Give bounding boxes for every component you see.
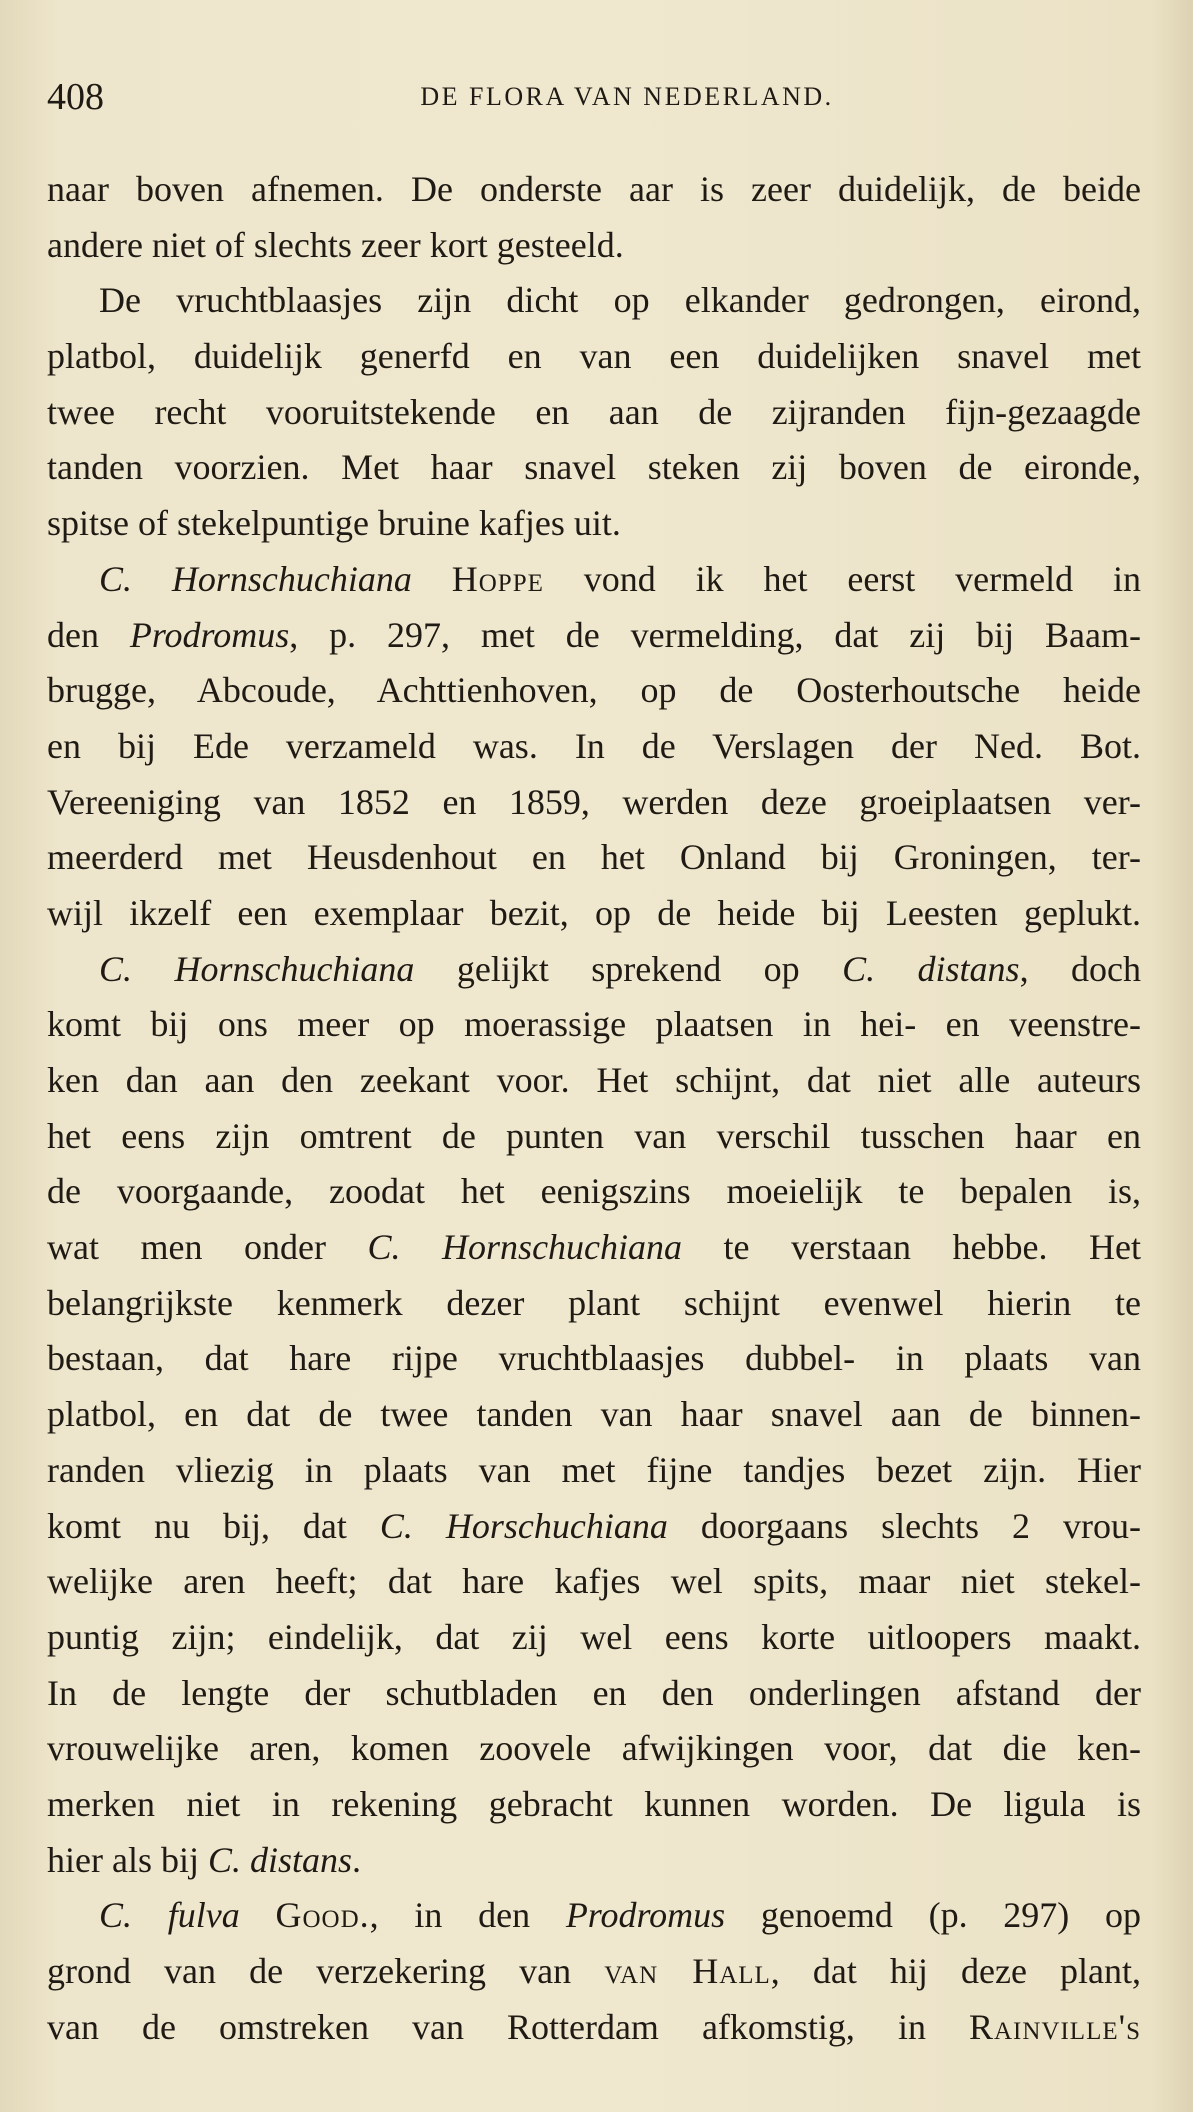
text-span: brugge, Abcoude, Achttienhoven, op de Oosterhoutsche heide: [47, 670, 1141, 711]
text-span: tanden voorzien. Met haar snavel steken zij boven de eironde,: [47, 447, 1141, 488]
text-span: , dat hij deze plant,: [770, 1951, 1141, 1991]
text-span: wat men onder: [47, 1227, 368, 1268]
text-line: [47, 1109, 1141, 1165]
text-span: randen vliezig in plaats van met fijne tandjes bezet zijn. Hier: [47, 1449, 1141, 1490]
text-span: [412, 559, 452, 599]
text-span: vrouwelijke aren, komen zoovele afwijkingen voor, dat die ken-: [47, 1728, 1141, 1769]
text-line: [47, 1053, 1141, 1109]
text-span: [240, 1895, 276, 1935]
text-span: platbol, en dat de twee tanden van haar snavel aan de binnen-: [47, 1394, 1141, 1435]
italic-text: C. Hornschuchiana: [367, 1227, 683, 1268]
italic-text: C. Hornschuchiana: [99, 558, 412, 599]
text-line: [47, 1888, 1141, 1944]
text-line: [47, 663, 1141, 719]
text-span: platbol, duidelijk generfd en van een duidelijken snavel met: [47, 336, 1141, 377]
running-title: DE FLORA VAN NEDERLAND.: [420, 82, 834, 111]
text-span: te verstaan hebbe. Het: [682, 1227, 1141, 1268]
text-span: spitse of stekelpuntige bruine kafjes uit.: [47, 503, 621, 544]
text-span: , in den: [369, 1895, 566, 1936]
text-line: [47, 886, 1141, 942]
text-span: en bij Ede verzameld was. In de Verslagen der Ned. Bot.: [47, 725, 1141, 766]
text-span: puntig zijn; eindelijk, dat zij wel eens korte uitloopers maakt.: [47, 1616, 1141, 1657]
text-line: [47, 942, 1141, 998]
text-span: vond ik het eerst vermeld in: [543, 558, 1141, 599]
body-text: [47, 162, 1141, 2055]
page-header: [47, 72, 1147, 122]
small-caps-name: van Hall: [604, 1951, 771, 1991]
text-span: .: [352, 1839, 362, 1880]
italic-text: C. Horschuchiana: [379, 1505, 668, 1546]
text-line: [47, 830, 1141, 886]
italic-text: C. distans: [842, 948, 1020, 989]
text-line: [47, 1331, 1141, 1387]
text-span: wijl ikzelf een exemplaar bezit, op de heide bij Leesten geplukt.: [47, 892, 1141, 933]
text-span: hier als bij: [47, 1839, 208, 1880]
text-line: [47, 218, 1141, 274]
text-line: [47, 1220, 1141, 1276]
text-span: komt nu bij, dat: [47, 1505, 380, 1546]
text-line: [47, 1276, 1141, 1332]
text-line: [47, 496, 1141, 552]
text-line: [47, 552, 1141, 608]
text-line: [47, 1610, 1141, 1666]
text-line: [47, 1777, 1141, 1833]
text-span: meerderd met Heusdenhout en het Onland bij Groningen, ter-: [47, 837, 1141, 878]
text-line: [47, 385, 1141, 441]
text-span: In de lengte der schutbladen en den onderlingen afstand der: [47, 1672, 1141, 1713]
text-line: [47, 440, 1141, 496]
text-line: [47, 1387, 1141, 1443]
text-line: [47, 1721, 1141, 1777]
text-span: welijke aren heeft; dat hare kafjes wel spits, maar niet stekel-: [47, 1561, 1141, 1602]
text-line: [47, 775, 1141, 831]
text-span: merken niet in rekening gebracht kunnen worden. De ligula is: [47, 1783, 1141, 1824]
text-line: [47, 1554, 1141, 1610]
text-line: [47, 162, 1141, 218]
small-caps-name: Good.: [275, 1895, 370, 1936]
text-span: van de omstreken van Rotterdam afkomstig, in: [47, 2006, 969, 2047]
italic-text: Prodromus: [565, 1895, 726, 1936]
small-caps-name: Rainville's: [968, 2006, 1141, 2047]
text-span: bestaan, dat hare rijpe vruchtblaasjes dubbel- in plaats van: [47, 1338, 1141, 1379]
text-span: komt bij ons meer op moerassige plaatsen in hei- en veenstre-: [47, 1004, 1141, 1045]
text-line: [47, 2000, 1141, 2056]
text-span: Vereeniging van 1852 en 1859, werden deze groeiplaatsen ver-: [47, 781, 1141, 822]
text-span: gelijkt sprekend op: [414, 948, 843, 989]
text-span: ken dan aan den zeekant voor. Het schijnt, dat niet alle auteurs: [47, 1060, 1141, 1100]
text-span: belangrijkste kenmerk dezer plant schijnt evenwel hierin te: [47, 1282, 1141, 1323]
text-line: [47, 1499, 1141, 1555]
text-line: [47, 1443, 1141, 1499]
text-line: [47, 1666, 1141, 1722]
text-span: grond van de verzekering van: [47, 1951, 605, 1991]
text-span: het eens zijn omtrent de punten van verschil tusschen haar en: [47, 1115, 1141, 1156]
text-line: [47, 329, 1141, 385]
italic-text: C. distans: [207, 1839, 353, 1880]
text-span: andere niet of slechts zeer kort gesteeld.: [47, 224, 624, 265]
text-span: , doch: [1019, 948, 1141, 989]
text-span: , p. 297, met de vermelding, dat zij bij Baam-: [289, 614, 1142, 655]
text-span: den: [47, 614, 130, 655]
text-line: [47, 997, 1141, 1053]
text-line: [47, 1164, 1141, 1220]
small-caps-name: Hoppe: [451, 558, 544, 599]
text-line: [47, 273, 1141, 329]
text-span: de voorgaande, zoodat het eenigszins moeielijk te bepalen is,: [47, 1171, 1141, 1212]
text-span: genoemd (p. 297) op: [725, 1895, 1142, 1936]
page-number: 408: [47, 76, 104, 118]
text-span: doorgaans slechts 2 vrou-: [667, 1505, 1141, 1546]
italic-text: Prodromus: [129, 614, 290, 655]
text-line: [47, 1833, 1141, 1889]
italic-text: C. Hornschuchiana: [99, 948, 415, 989]
text-line: [47, 608, 1141, 664]
text-line: [47, 719, 1141, 775]
text-line: [47, 1944, 1141, 2000]
italic-text: C. fulva: [99, 1895, 240, 1936]
text-span: De vruchtblaasjes zijn dicht op elkander gedrongen, eirond,: [99, 280, 1141, 321]
text-span: naar boven afnemen. De onderste aar is zeer duidelijk, de beide: [47, 169, 1141, 209]
text-span: twee recht vooruitstekende en aan de zijranden fijn-gezaagde: [47, 391, 1141, 432]
